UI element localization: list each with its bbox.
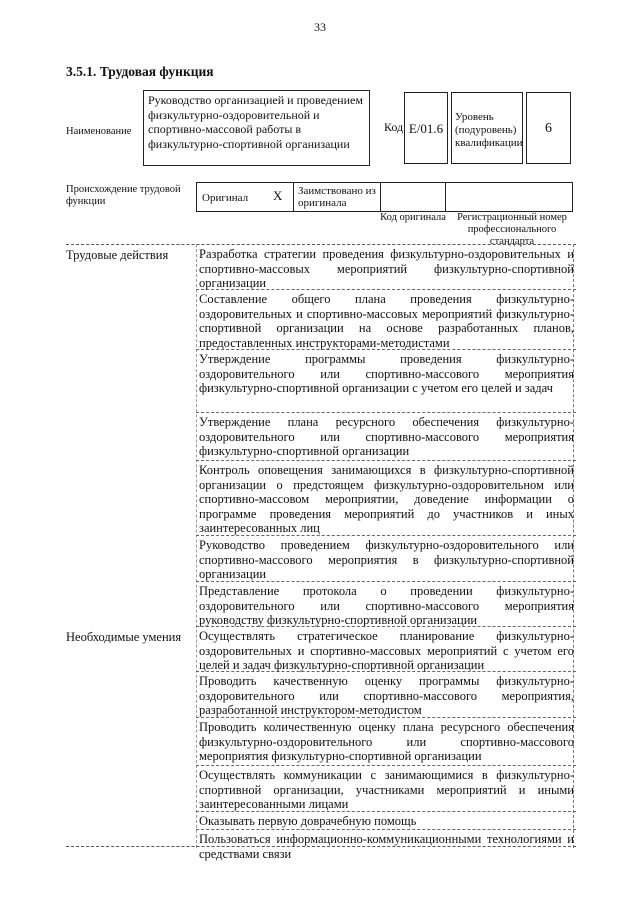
- original-cell: [196, 182, 294, 212]
- labor-action-item: Руководство проведением физкультурно-оздоровительного или спортивно-массового мероприятия в физкультурно-спортивной организации: [196, 537, 576, 582]
- page-number: 33: [314, 20, 326, 34]
- borrowed-label: Заимствовано из оригинала: [298, 185, 376, 209]
- skills-label: Необходимые умения: [66, 630, 182, 644]
- origin-table: [196, 182, 573, 212]
- code-label: Код: [384, 120, 404, 134]
- origin-label: Происхождение трудовой функции: [66, 184, 181, 207]
- skill-item: Проводить качественную оценку программы физкультурно-оздоровительного или спортивно-массового мероприятия, разработанной инструктором-методистом: [196, 673, 576, 718]
- labor-action-item: Составление общего плана проведения физкультурно-оздоровительных и спортивно-массовых мероприятий физкультурно-спортивной организации на основе разработанных планов, предоставленных инструкторами-методистами: [196, 291, 576, 350]
- level-label: Уровень (подуровень) квалификации: [451, 92, 523, 164]
- borrowed-cell: [293, 182, 381, 212]
- grid-top-rule: [66, 244, 576, 245]
- skill-item: Проводить количественную оценку плана ресурсного обеспечения физкультурно-оздоровительного или спортивно-массового мероприятия физкультурно-спортивной организации: [196, 719, 576, 766]
- reg-number-cell: [445, 182, 573, 212]
- reg-caption: Регистрационный номер профессионального стандарта: [457, 212, 567, 247]
- level-value: 6: [526, 92, 571, 164]
- skill-item: Пользоваться информационно-коммуникационными технологиями и средствами связи: [199, 832, 574, 861]
- code-caption: Код оригинала: [380, 212, 446, 223]
- labor-action-item: Представление протокола о проведении физкультурно-оздоровительного или спортивно-массового мероприятия руководству физкультурно-спортивной организации: [196, 583, 576, 627]
- code-value: E/01.6: [404, 92, 448, 164]
- labor-action-item: Утверждение плана ресурсного обеспечения физкультурно-оздоровительного или спортивно-массового мероприятия физкультурно-спортивной организации: [196, 414, 576, 461]
- original-mark: X: [273, 188, 283, 203]
- labor-action-item: Контроль оповещения занимающихся в физкультурно-спортивной организации о предстоящем физкультурно-оздоровительном или спортивно-массовом мероприятии, доведение информации о программе проведения мероприятий до участников и иных заинтересованных лиц: [196, 462, 576, 536]
- labor-actions-label: Трудовые действия: [66, 248, 169, 262]
- name-label: Наименование: [66, 126, 132, 137]
- labor-action-item: Утверждение программы проведения физкультурно-оздоровительного или спортивно-массового мероприятия физкультурно-спортивной организации с учетом его целей и задач: [196, 351, 576, 413]
- skill-item: Оказывать первую доврачебную помощь: [196, 813, 576, 830]
- skill-item: Осуществлять коммуникации с занимающимися в физкультурно-спортивной организации, участниками мероприятий и иными заинтересованными лицами: [196, 767, 576, 812]
- function-name-box: Руководство организацией и проведением физкультурно-оздоровительной и спортивно-массовой работы в физкультурно-спортивной организации: [143, 90, 370, 166]
- grid-bottom-rule: [66, 846, 576, 847]
- section-title: 3.5.1. Трудовая функция: [66, 64, 214, 79]
- skill-item: Осуществлять стратегическое планирование физкультурно-оздоровительных и спортивно-массовых мероприятий с учетом его целей и задач физкультурно-спортивной организации: [196, 628, 576, 672]
- original-label: Оригинал: [202, 192, 249, 204]
- original-code-cell: [380, 182, 446, 212]
- labor-action-item: Разработка стратегии проведения физкультурно-оздоровительных и спортивно-массовых мероприятий физкультурно-спортивной организации: [196, 246, 576, 290]
